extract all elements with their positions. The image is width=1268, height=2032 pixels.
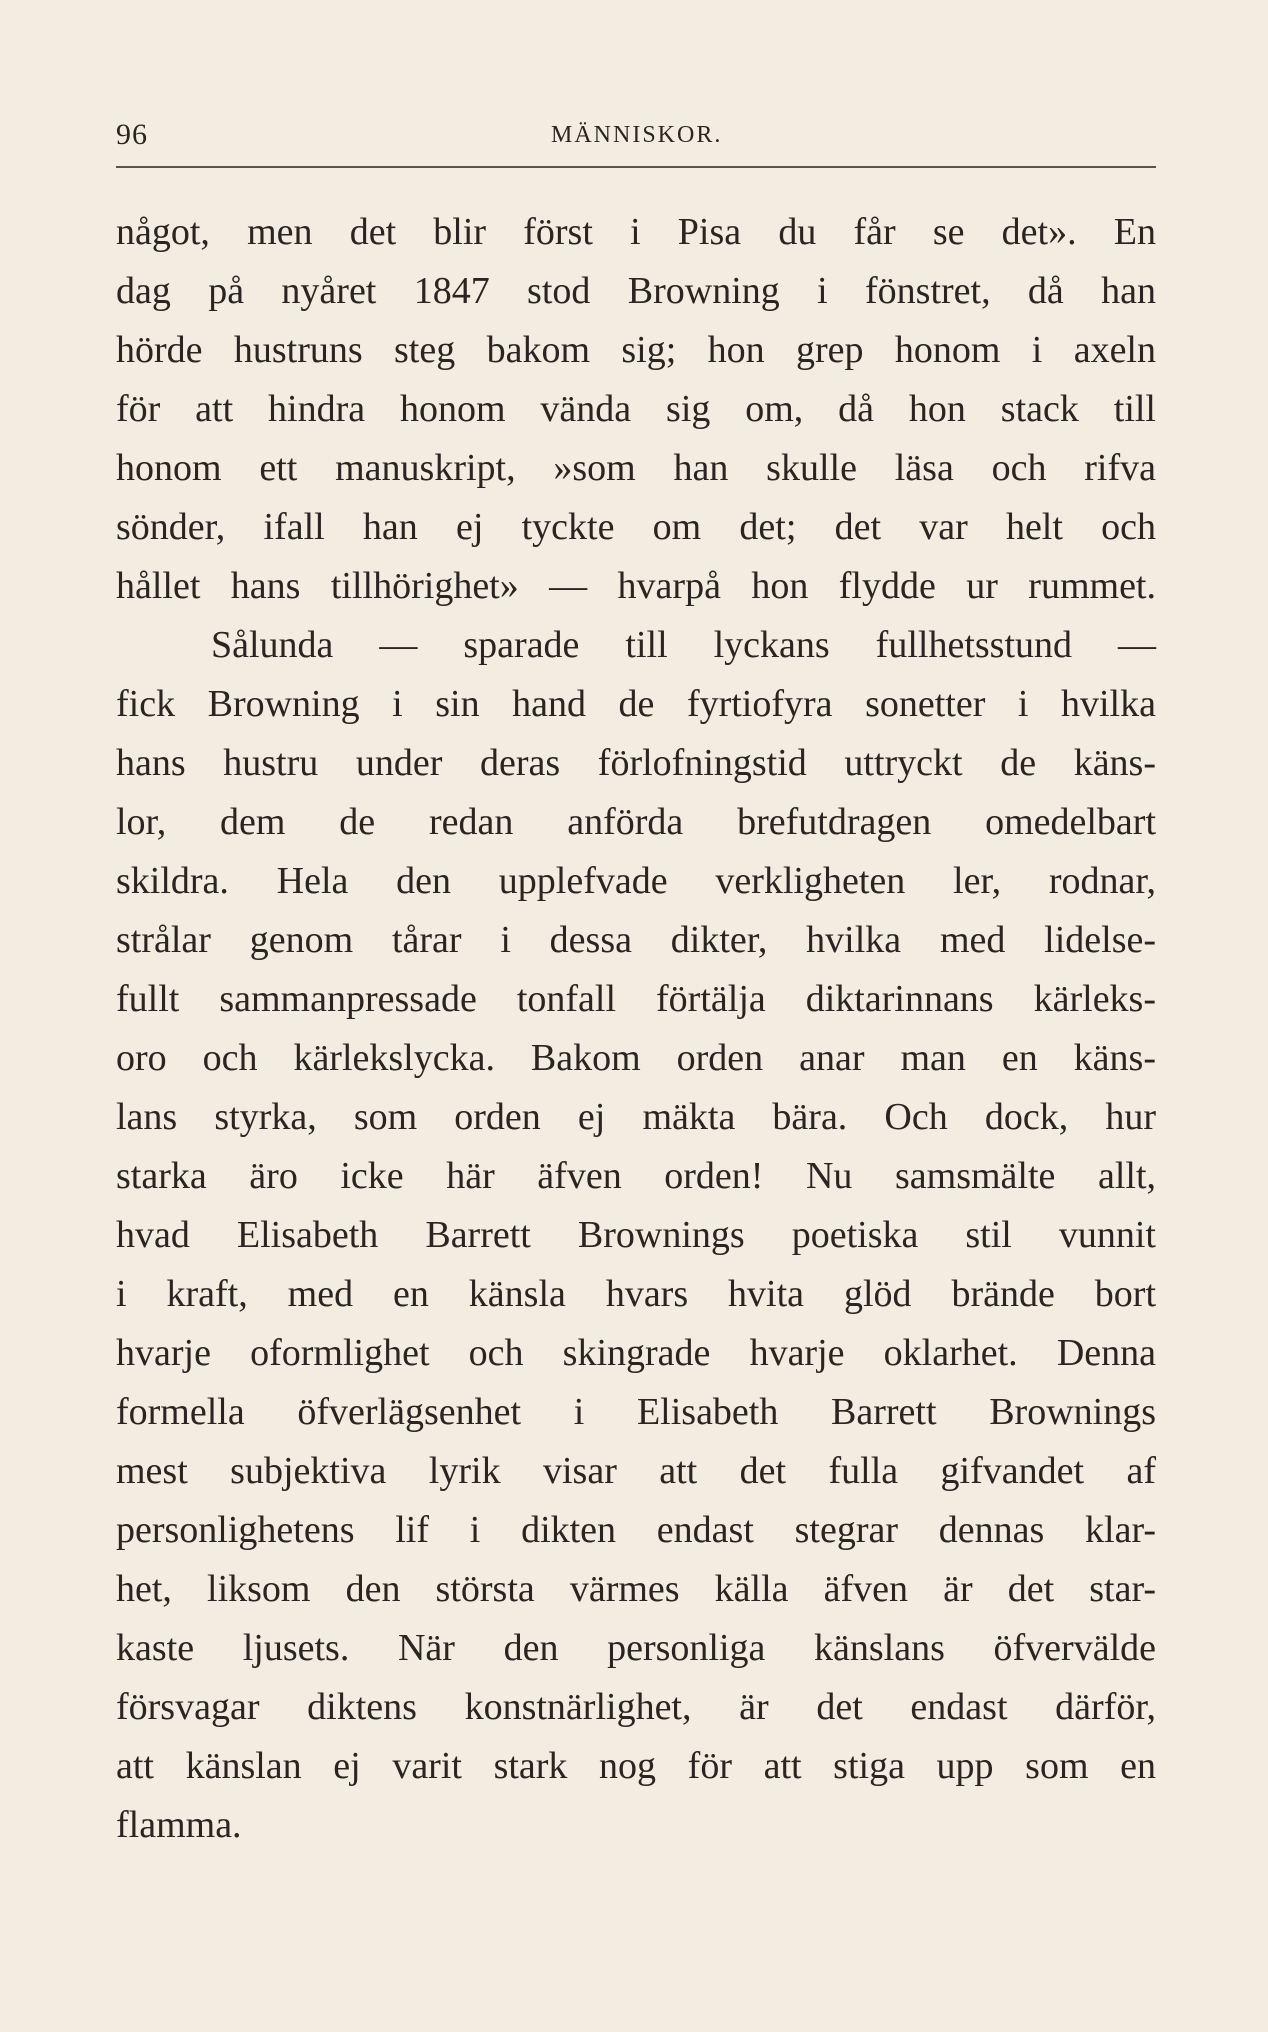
running-head: MÄNNISKOR. xyxy=(551,122,723,148)
text-line: sönder, ifall han ej tyckte om det; det var helt och xyxy=(116,506,1156,548)
body-text xyxy=(116,203,1156,1855)
text-line: hans hustru under deras förlofningstid uttryckt de käns- xyxy=(116,742,1156,784)
text-line: hållet hans tillhörighet» — hvarpå hon flydde ur rummet. xyxy=(116,565,1156,607)
text-line: formella öfverlägsenhet i Elisabeth Barrett Brownings xyxy=(116,1391,1156,1433)
text-line: hörde hustruns steg bakom sig; hon grep honom i axeln xyxy=(116,329,1156,371)
text-line: skildra. Hela den upplefvade verkligheten ler, rodnar, xyxy=(116,860,1156,902)
text-line: strålar genom tårar i dessa dikter, hvilka med lidelse- xyxy=(116,919,1156,961)
text-line: honom ett manuskript, »som han skulle läsa och rifva xyxy=(116,447,1156,489)
text-line: starka äro icke här äfven orden! Nu samsmälte allt, xyxy=(116,1155,1156,1197)
text-line: i kraft, med en känsla hvars hvita glöd brände bort xyxy=(116,1273,1156,1315)
text-line: att känslan ej varit stark nog för att stiga upp som en xyxy=(116,1745,1156,1787)
text-line: hvad Elisabeth Barrett Brownings poetiska stil vunnit xyxy=(116,1214,1156,1256)
text-line: mest subjektiva lyrik visar att det fulla gifvandet af xyxy=(116,1450,1156,1492)
text-line: kaste ljusets. När den personliga känslans öfvervälde xyxy=(116,1627,1156,1669)
text-line: något, men det blir först i Pisa du får se det». En xyxy=(116,211,1156,253)
text-line: flamma. xyxy=(116,1804,242,1846)
text-line: lans styrka, som orden ej mäkta bära. Och dock, hur xyxy=(116,1096,1156,1138)
text-line: hvarje oformlighet och skingrade hvarje oklarhet. Denna xyxy=(116,1332,1156,1374)
text-line: lor, dem de redan anförda brefutdragen omedelbart xyxy=(116,801,1156,843)
text-line: försvagar diktens konstnärlighet, är det endast därför, xyxy=(116,1686,1156,1728)
text-line: för att hindra honom vända sig om, då hon stack till xyxy=(116,388,1156,430)
text-line: het, liksom den största värmes källa äfven är det star- xyxy=(116,1568,1156,1610)
page-header xyxy=(116,110,1156,158)
text-line: Sålunda — sparade till lyckans fullhetsstund — xyxy=(211,624,1156,666)
text-line: dag på nyåret 1847 stod Browning i fönstret, då han xyxy=(116,270,1156,312)
page-number: 96 xyxy=(116,118,148,151)
header-rule xyxy=(116,166,1156,168)
text-line: oro och kärlekslycka. Bakom orden anar man en käns- xyxy=(116,1037,1156,1079)
text-line: fullt sammanpressade tonfall förtälja diktarinnans kärleks- xyxy=(116,978,1156,1020)
text-line: personlighetens lif i dikten endast stegrar dennas klar- xyxy=(116,1509,1156,1551)
text-line: fick Browning i sin hand de fyrtiofyra sonetter i hvilka xyxy=(116,683,1156,725)
